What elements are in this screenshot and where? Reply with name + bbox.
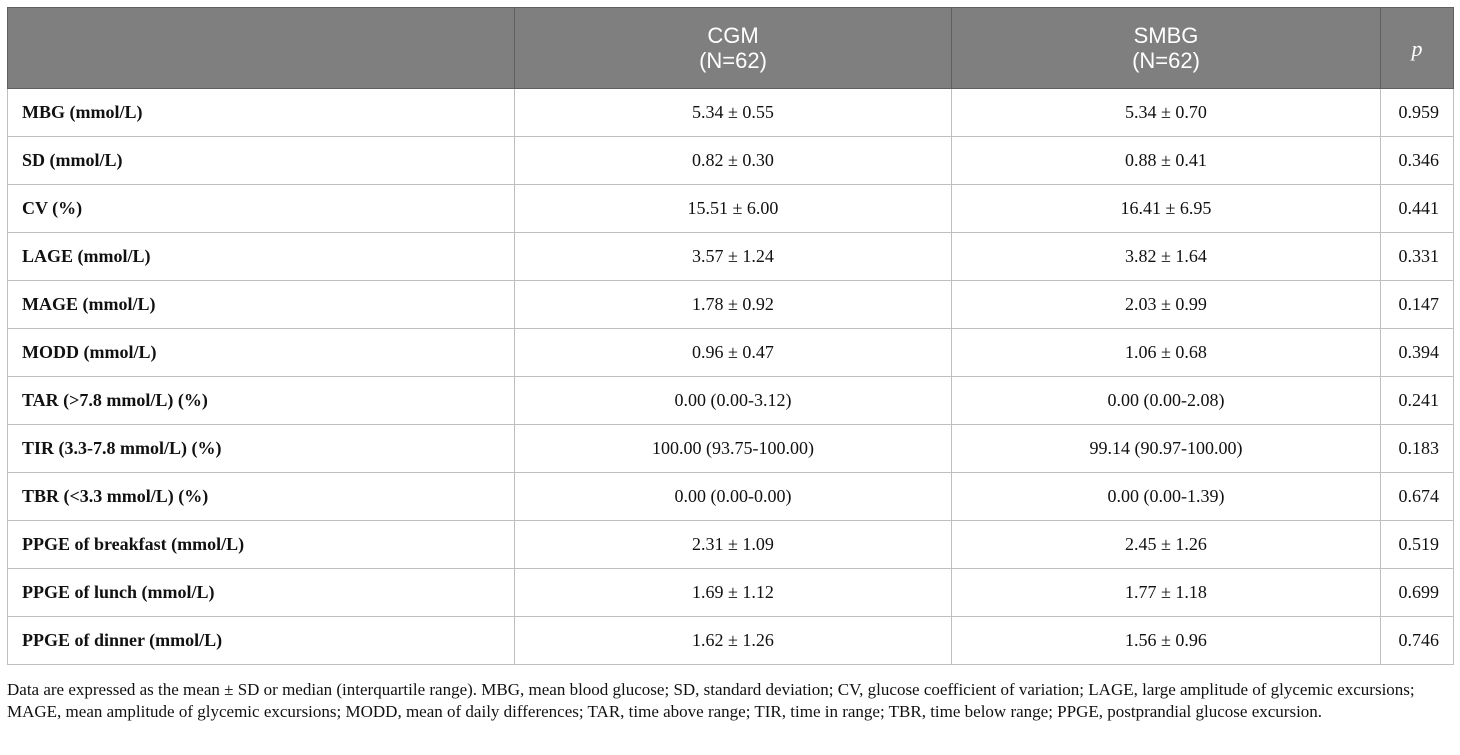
p-value: 0.331 bbox=[1381, 233, 1454, 281]
header-cgm-n: (N=62) bbox=[699, 48, 767, 73]
p-value: 0.519 bbox=[1381, 521, 1454, 569]
smbg-value: 99.14 (90.97-100.00) bbox=[952, 425, 1381, 473]
table-footnote: Data are expressed as the mean ± SD or median (interquartile range). MBG, mean blood glucose; SD, standard deviation; CV, glucose coefficient of variation; LAGE, large amplitude of glycemic excursions; MAGE, mean amplitude of glycemic excursions; MODD, mean of daily differences; TAR, time above range; TIR, time in range; TBR, time below range; PPGE, postprandial glucose excursion. bbox=[7, 680, 1415, 721]
p-value: 0.959 bbox=[1381, 89, 1454, 137]
table-row bbox=[8, 185, 1454, 233]
p-value: 0.674 bbox=[1381, 473, 1454, 521]
table-row bbox=[8, 281, 1454, 329]
row-label: PPGE of dinner (mmol/L) bbox=[8, 617, 515, 665]
row-label: TAR (>7.8 mmol/L) (%) bbox=[8, 377, 515, 425]
cgm-value: 0.00 (0.00-0.00) bbox=[515, 473, 952, 521]
smbg-value: 1.56 ± 0.96 bbox=[952, 617, 1381, 665]
cgm-value: 1.62 ± 1.26 bbox=[515, 617, 952, 665]
table-row bbox=[8, 521, 1454, 569]
header-cgm-title: CGM bbox=[707, 23, 759, 48]
row-label: PPGE of lunch (mmol/L) bbox=[8, 569, 515, 617]
p-value: 0.241 bbox=[1381, 377, 1454, 425]
cgm-value: 5.34 ± 0.55 bbox=[515, 89, 952, 137]
row-label: LAGE (mmol/L) bbox=[8, 233, 515, 281]
row-label: PPGE of breakfast (mmol/L) bbox=[8, 521, 515, 569]
row-label: MBG (mmol/L) bbox=[8, 89, 515, 137]
row-label: MODD (mmol/L) bbox=[8, 329, 515, 377]
smbg-value: 1.77 ± 1.18 bbox=[952, 569, 1381, 617]
row-label: MAGE (mmol/L) bbox=[8, 281, 515, 329]
cgm-value: 0.00 (0.00-3.12) bbox=[515, 377, 952, 425]
p-value: 0.147 bbox=[1381, 281, 1454, 329]
smbg-value: 5.34 ± 0.70 bbox=[952, 89, 1381, 137]
smbg-value: 1.06 ± 0.68 bbox=[952, 329, 1381, 377]
header-blank-cell bbox=[8, 8, 515, 89]
smbg-value: 0.88 ± 0.41 bbox=[952, 137, 1381, 185]
table-row bbox=[8, 425, 1454, 473]
table-row bbox=[8, 89, 1454, 137]
p-value: 0.394 bbox=[1381, 329, 1454, 377]
cgm-value: 0.96 ± 0.47 bbox=[515, 329, 952, 377]
cgm-value: 15.51 ± 6.00 bbox=[515, 185, 952, 233]
header-cgm bbox=[515, 8, 952, 89]
cgm-value: 1.69 ± 1.12 bbox=[515, 569, 952, 617]
header-smbg bbox=[952, 8, 1381, 89]
cgm-value: 100.00 (93.75-100.00) bbox=[515, 425, 952, 473]
p-value: 0.746 bbox=[1381, 617, 1454, 665]
cgm-value: 1.78 ± 0.92 bbox=[515, 281, 952, 329]
p-value: 0.699 bbox=[1381, 569, 1454, 617]
p-value: 0.346 bbox=[1381, 137, 1454, 185]
glycemic-comparison-table bbox=[7, 7, 1454, 665]
smbg-value: 3.82 ± 1.64 bbox=[952, 233, 1381, 281]
header-smbg-title: SMBG bbox=[1133, 23, 1199, 48]
header-row bbox=[8, 8, 1454, 89]
row-label: TBR (<3.3 mmol/L) (%) bbox=[8, 473, 515, 521]
table-row bbox=[8, 473, 1454, 521]
table-header bbox=[8, 8, 1454, 89]
p-value: 0.183 bbox=[1381, 425, 1454, 473]
table-row bbox=[8, 137, 1454, 185]
data-table-container bbox=[7, 7, 1453, 665]
cgm-value: 2.31 ± 1.09 bbox=[515, 521, 952, 569]
table-row bbox=[8, 329, 1454, 377]
table-body bbox=[8, 89, 1454, 665]
p-value: 0.441 bbox=[1381, 185, 1454, 233]
cgm-value: 0.82 ± 0.30 bbox=[515, 137, 952, 185]
cgm-value: 3.57 ± 1.24 bbox=[515, 233, 952, 281]
table-row bbox=[8, 617, 1454, 665]
header-p-value: p bbox=[1381, 8, 1454, 89]
header-smbg-n: (N=62) bbox=[1132, 48, 1200, 73]
table-row bbox=[8, 569, 1454, 617]
smbg-value: 16.41 ± 6.95 bbox=[952, 185, 1381, 233]
row-label: TIR (3.3-7.8 mmol/L) (%) bbox=[8, 425, 515, 473]
table-row bbox=[8, 377, 1454, 425]
row-label: SD (mmol/L) bbox=[8, 137, 515, 185]
row-label: CV (%) bbox=[8, 185, 515, 233]
smbg-value: 2.45 ± 1.26 bbox=[952, 521, 1381, 569]
smbg-value: 0.00 (0.00-1.39) bbox=[952, 473, 1381, 521]
table-row bbox=[8, 233, 1454, 281]
smbg-value: 0.00 (0.00-2.08) bbox=[952, 377, 1381, 425]
smbg-value: 2.03 ± 0.99 bbox=[952, 281, 1381, 329]
